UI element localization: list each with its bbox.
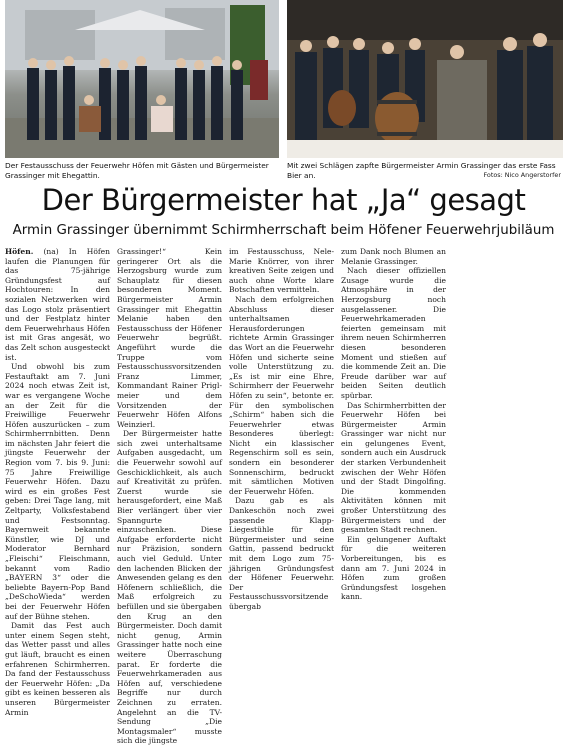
text-column-3 [229,247,334,611]
paragraph: im Festausschuss, Nele-Marie Knörrer, von ihrer kreativen Seite zeigen und auch ohne Worte klare Botschaften vermitteln. [229,247,334,295]
text-column-2 [117,247,222,746]
paragraph: Damit das Fest auch unter einem Segen steht, das Wetter passt und alles gut läuft, braucht es einen erfahrenen Schirmherren. Da fand der Festausschuss der Feuerwehr Höfen: „Da gibt es keinen besseren als unseren Bürgermeister Armin [5,621,110,717]
text-column-1 [5,247,110,717]
paragraph: Das Schirmherrbitten der Feuerwehr Höfen bei Bürgermeister Armin Grassinger war nicht nur ein gelungenes Event, sondern auch ein Ausdruck der starken Verbundenheit zwischen der Wehr Höfen und der Stadt Dingolfing. Die kommenden Aktivitäten können mit großer Unterstützung des Bürgermeisters und der gesamten Stadt rechnen. [341,400,446,535]
paragraph: Ein gelungener Auftakt für die weiteren Vorbereitungen, bis es dann am 7. Juni 2024 in Höfen zum großen Gründungsfest losgehen kann. [341,534,446,602]
photo-caption-left: Der Festausschuss der Feuerwehr Höfen mit Gästen und Bürgermeister Grassinger mit Ehegattin. [5,161,269,180]
paragraph: Nach dem erfolgreichen Abschluss dieser unterhaltsamen Herausforderungen richtete Armin Grassinger das Wort an die Feuerwehr Höfen und sicherte seine volle Unterstützung zu. „Es ist mir eine Ehre, Schirmherr der Feuerwehr Höfen zu sein“, betonte er. Für den symbolischen „Schirm“ haben sich die Feuerwehrler etwas Besonderes überlegt: Nicht ein klassischer Regenschirm soll es sein, sondern ein besonderer Sonnenschirm, bedruckt mit sämtlichen Motiven der Feuerwehr Höfen. [229,294,334,496]
paragraph: zum Dank noch Blumen an Melanie Grassinger. [341,247,446,266]
text-column-4 [341,247,446,602]
article-subheadline: Armin Grassinger übernimmt Schirmherrschaft beim Höfener Feuerwehrjubiläum [12,223,555,238]
paragraph: Dazu gab es als Dankeschön noch zwei passende Klapp-Liegestühle für den Bürgermeister und seine Gattin, passend bedruckt mit dem Logo zum 75-jährigen Gründungsfest der Höfener Feuerwehr. Der Festausschussvorsitzende übergab [229,496,334,611]
photo-illustration-right [287,0,563,158]
paragraph [5,247,110,362]
paragraph-text: (na) In Höfen laufen die Planungen für das 75-jährige Gründungsfest auf Hochtouren: In den sozialen Netzwerken wird das Logo stolz präsentiert und der Festplatz hinter dem Feuerwehrhaus Höfen ist mit Gras angesät, wo das Zelt schon ausgesteckt ist. [5,247,110,362]
paragraph: Grassinger!“ Kein geringerer Ort als die Herzogsburg wurde zum Schauplatz für diesen besonderen Moment. Bürgermeister Armin Grassinger mit Ehegattin Melanie haben den Festausschuss der Höfener Feuerwehr begrüßt. Angeführt wurde die Truppe vom Festausschussvorsitzenden Franz Limmer, Kommandant Rainer Priglmeier und dem Vorsitzenden der Feuerwehr Höfen Alfons Weinzierl. [117,247,222,429]
photo-illustration-left [5,0,279,158]
paragraph: Der Bürgermeister hatte sich zwei unterhaltsame Aufgaben ausgedacht, um die Feuerwehr sowohl auf Geschicklichkeit, als auch auf Kreativität zu prüfen. Zuerst wurde sie herausgefordert, eine Maß Bier verlängert über vier Spanngurte einzuschenken. Diese Aufgabe erforderte nicht nur Präzision, sondern auch viel Geduld. Unter den lachenden Blicken der Anwesenden gelang es den Höfenern schließlich, die Maß erfolgreich zu befüllen und sie übergaben den Krug an den Bürgermeister. Doch damit nicht genug, Armin Grassinger hatte noch eine weitere Überraschung parat. Er forderte die Feuerwehrkameraden aus Höfen auf, verschiedene Begriffe nur durch Zeichnen zu erraten. Angelehnt an die TV-Sendung „Die Montagsmaler“ musste sich die jüngste [117,429,222,746]
dateline: Höfen. [5,247,34,256]
photo-fassanstich [287,0,563,158]
paragraph: Nach dieser offiziellen Zusage wurde die Atmosphäre in der Herzogsburg noch ausgelassener. Die Feuerwehrkameraden feierten gemeinsam mit ihrem neuen Schirmherren diesen besonderen Moment und stießen auf die kommende Zeit an. Die Freude darüber war auf beiden Seiten deutlich spürbar. [341,266,446,400]
photo-caption-right: Mit zwei Schlägen zapfte Bürgermeister Armin Grassinger das erste Fass Bier an. [287,161,556,180]
photo-festausschuss [5,0,279,158]
paragraph: Und obwohl bis zum Festauftakt am 7. Juni 2024 noch etwas Zeit ist, war es vergangene Woche an der Zeit für die Freiwillige Feuerwehr Höfen auszurücken – zum Schirmherrnbitten. Denn im nächsten Jahr feiert die jüngste Feuerwehr der Region vom 7. bis 9. Juni: 75 Jahre Freiwillige Feuerwehr Höfen. Dazu wird es ein großes Fest geben: Drei Tage lang, mit Zeltparty, Volksfestabend und Festsonntag. Bayernweit bekannte Künstler, wie DJ und Moderator Bernhard „Fleischi“ Fleischmann, bekannt vom Radio „BAYERN 3“ oder die beliebte Bayern-Pop Band „DeSchoWieda“ werden bei der Feuerwehr Höfen auf der Bühne stehen. [5,362,110,621]
article-headline: Der Bürgermeister hat „Ja“ gesagt [41,183,526,217]
photo-credit: Fotos: Nico Angerstorfer [483,171,561,179]
